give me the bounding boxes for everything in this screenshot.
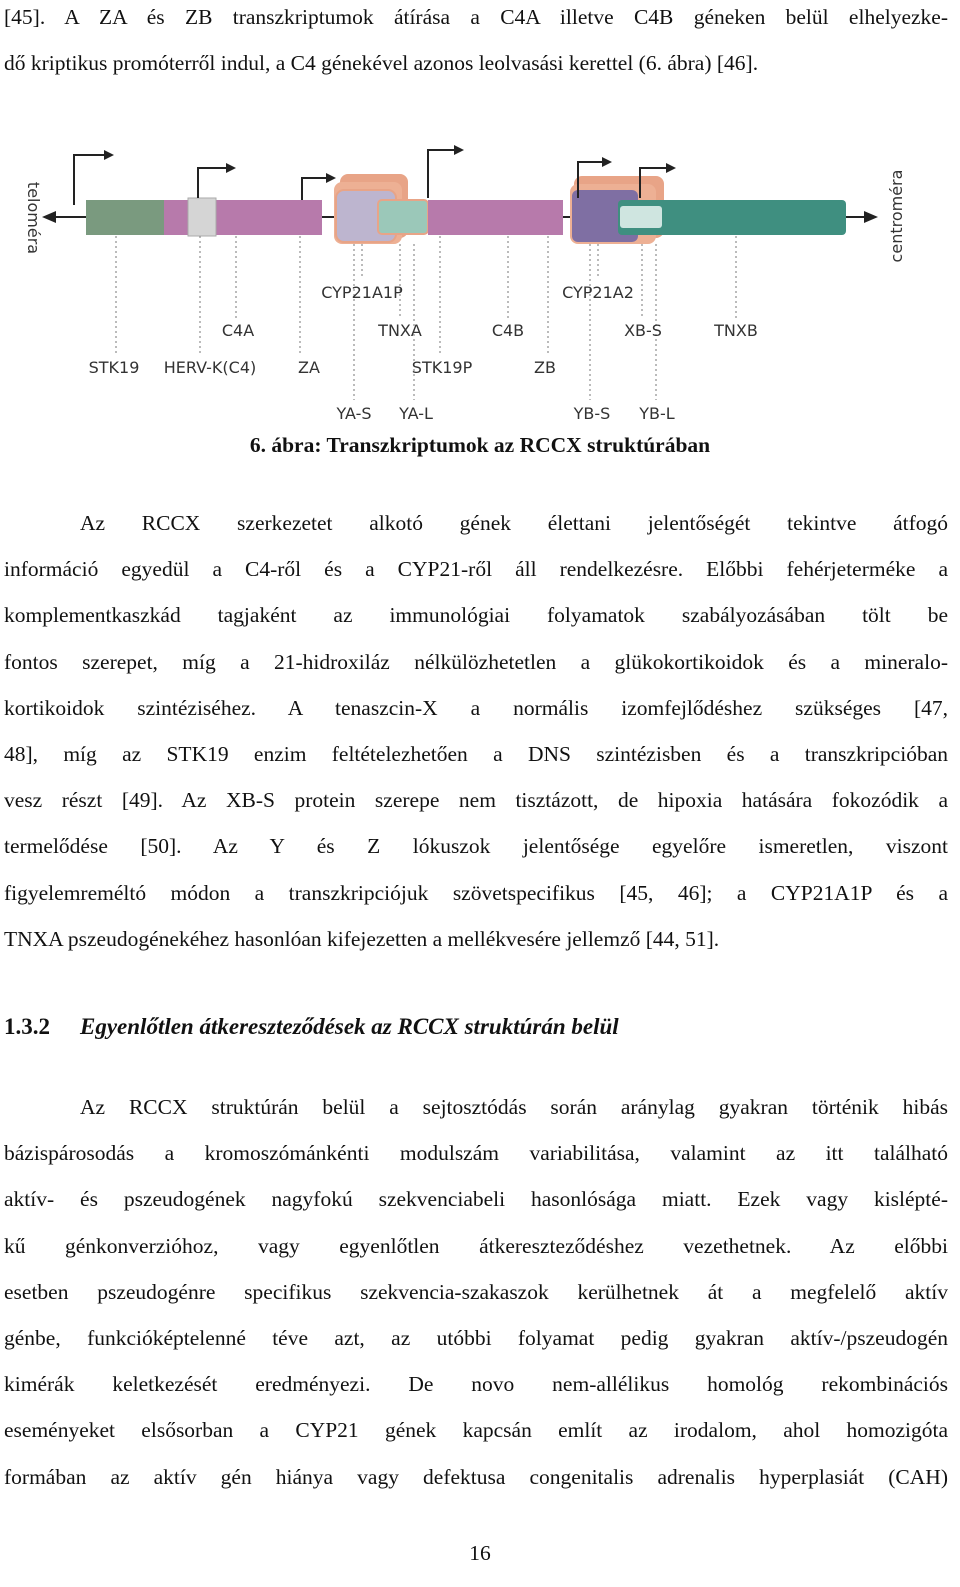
text-line: fontos szerepet, míg a 21-hidroxiláz nélkülözhetetlen a glükokortikoidok és a mineralo- [4,649,948,674]
stk19p-label: STK19P [411,358,473,377]
text-line: információ egyedül a C4-ről és a CYP21-ről áll rendelkezésre. Előbbi fehérjeterméke a [4,557,948,582]
text-line: Az RCCX struktúrán belül a sejtosztódás során aránylag gyakran történik hibás [80,1095,948,1119]
tnxb-label: TNXB [714,321,758,340]
xbs-block [620,206,662,228]
text-line: vesz részt [49]. Az XB-S protein szerepe nem tisztázott, de hipoxia hatására fokozódik a [4,788,948,813]
text-line: bázispárosodás a kromoszómánkénti modulszám variabilitása, valamint az itt található [4,1141,948,1166]
body-paragraph-3 [4,1084,948,1500]
text-line: dő kriptikus promóterről indul, a C4 génekével azonos leolvasási kerettel (6. ábra) [46]. [4,51,759,76]
section-number: 1.3.2 [4,1014,50,1039]
text-line: aktív- és pszeudogének nagyfokú szekvenciabeli hasonlósága miatt. Ezek vagy kislépté- [4,1187,948,1212]
za-label: ZA [298,358,320,377]
xbs-label: XB-S [624,321,662,340]
text-line: TNXA pszeudogénekéhez hasonlóan kifejezetten a mellékvesére jellemző [44, 51]. [4,926,720,951]
cyp21a2-label: CYP21A2 [562,283,634,302]
body-paragraph-2 [4,500,948,962]
text-line: termelődése [50]. Az Y és Z lókuszok jelentősége egyelőre ismeretlen, viszont [4,834,948,859]
rccx-transcript-figure [0,140,960,430]
c4b-label: C4B [491,321,525,340]
text-line: kortikoidok szintéziséhez. A tenaszcin-X a normális izomfejlődéshez szükséges [47, [4,695,948,720]
centromere-label: centroméra [887,169,906,263]
stk19-block [86,200,164,235]
page-number: 16 [469,1541,491,1565]
c4b-block [428,200,563,235]
hervk-block [188,198,216,236]
text-line: eseményeket elsősorban a CYP21 gének kapcsán említ az irodalom, ahol homozigóta [4,1418,948,1443]
top-paragraph [4,0,948,86]
ybs-label: YB-S [573,404,611,423]
yal-label: YA-L [399,404,433,423]
section-title: Egyenlőtlen átkereszteződések az RCCX struktúrán belül [80,1014,619,1039]
text-line: esetben pszeudogénre specifikus szekvencia-szakaszok kerülhetnek át a megfelelő aktív [4,1279,948,1304]
text-line: formában az aktív gén hiánya vagy defektusa congenitalis adrenalis hyperplasiát (CAH) [4,1464,948,1489]
tnxa-block [378,200,428,234]
text-line: komplementkaszkád tagjaként az immunológiai folyamatok szabályozásában tölt be [4,603,948,628]
text-line: figyelemreméltó módon a transzkripciójuk szövetspecifikus [45, 46]; a CYP21A1P és a [4,880,948,905]
yas-label: YA-S [336,404,372,423]
zb-label: ZB [534,358,556,377]
ybl-label: YB-L [639,404,675,423]
text-line: Az RCCX szerkezetet alkotó gének élettani jelentőségét tekintve átfogó [80,511,948,535]
text-line: kű génkonverzióhoz, vagy egyenlőtlen átkereszteződéshez vezethetnek. Az előbbi [4,1233,948,1258]
stk19-label: STK19 [88,358,140,377]
text-line: kimérák keletkezését eredményezi. De novo nem-allélikus homológ rekombinációs [4,1372,948,1397]
text-line: génbe, funkcióképtelenné téve azt, az utóbbi folyamat pedig gyakran aktív-/pszeudogén [4,1325,948,1350]
hervk-label: HERV-K(C4) [163,358,257,377]
c4a-label: C4A [221,321,255,340]
section-heading [4,1014,619,1040]
text-line: 48], míg az STK19 enzim feltételezhetően a DNS szintézisben és a transzkripcióban [4,741,948,766]
gene-blocks [86,174,846,244]
tnxa-label: TNXA [378,321,422,340]
figure-caption: 6. ábra: Transzkriptumok az RCCX struktúrában [249,433,711,457]
cyp21a1p-label: CYP21A1P [321,283,403,302]
text-line: [45]. A ZA és ZB transzkriptumok átírása a C4A illetve C4B géneken belül elhelyezke- [4,5,948,29]
telomere-label: teloméra [24,181,43,255]
